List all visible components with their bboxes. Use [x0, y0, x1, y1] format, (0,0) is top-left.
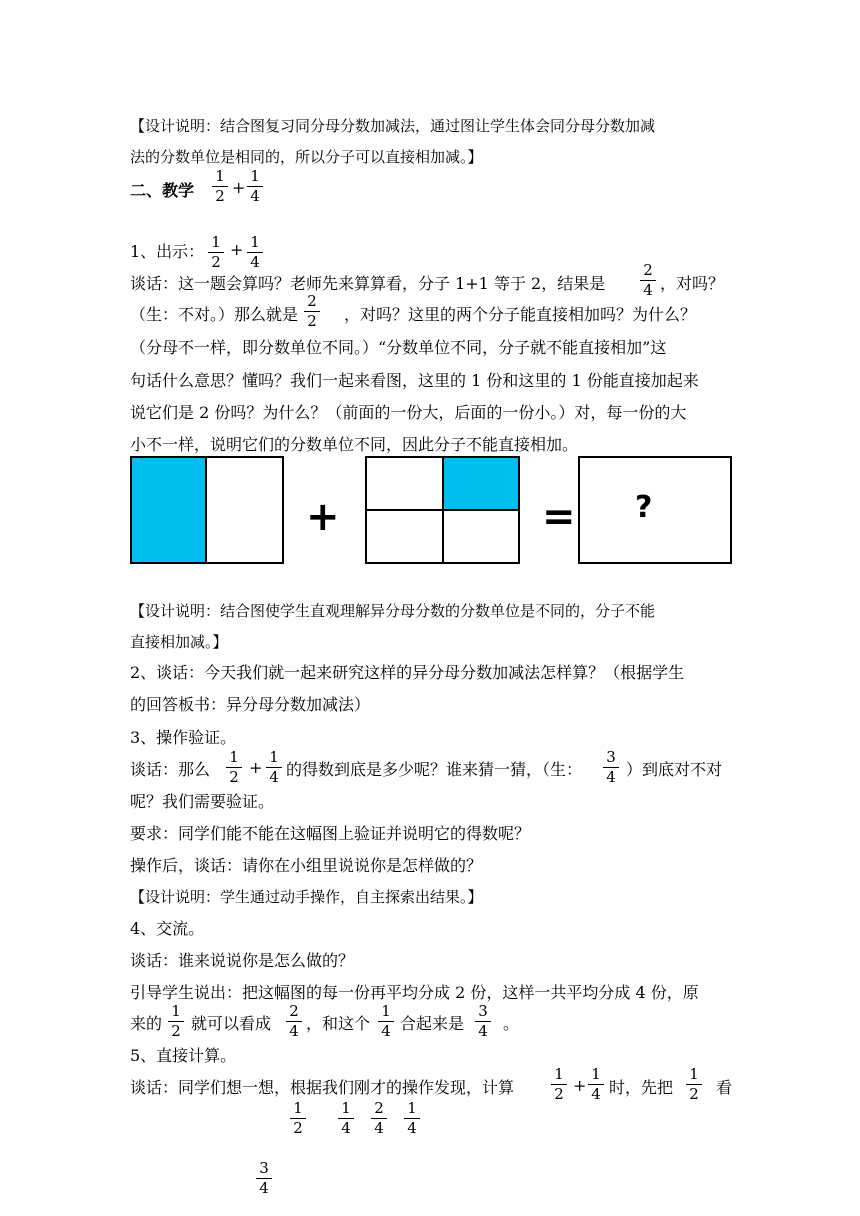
step-5-label: 5、直接计算。	[130, 1046, 237, 1065]
fraction-two-quarters: 2 4	[284, 1003, 304, 1040]
fraction-half: 1 2	[210, 168, 230, 205]
half-rectangle	[130, 456, 284, 564]
step-2-line-2: 的回答板书：异分母分数加减法）	[130, 695, 371, 714]
design-note-1-line-1: 【设计说明：结合图复习同分母分数加减法，通过图让学生体会同分母分数加减	[130, 117, 656, 135]
step-4-guide-text-5: 。	[503, 1014, 520, 1033]
fraction-half: 1 2	[166, 1003, 186, 1040]
fraction-three-quarters: 3 4	[473, 1003, 493, 1040]
step-4-guide-text-3: ，和这个	[306, 1014, 371, 1033]
fraction-half: 1 2	[288, 1100, 308, 1137]
fraction-two-halves: 2 2	[302, 293, 322, 330]
fraction-quarter: 1 4	[376, 1003, 396, 1040]
step-3-talk-mid: 的得数到底是多少呢？谁来猜一猜，（生：	[286, 760, 583, 779]
step-4-guide-line-1: 引导学生说出：把这幅图的每一份再平均分成 2 份，这样一共平均分成 4 份，原	[130, 983, 699, 1002]
fraction-quarter: 1 4	[336, 1100, 356, 1137]
figure-equals-sign: =	[542, 494, 576, 540]
step-1-label: 1、出示：	[130, 242, 205, 261]
shaded-half	[132, 458, 207, 562]
step-5-talk-start: 谈话：同学们想一想，根据我们刚才的操作发现，计算	[130, 1078, 515, 1097]
step-5-talk-mid: 时，先把	[609, 1078, 674, 1097]
step-4-guide-text-2: 就可以看成	[191, 1014, 272, 1033]
step-3-label: 3、操作验证。	[130, 728, 237, 747]
fraction-half: 1 2	[549, 1066, 569, 1103]
talk-line-1-end: ，对吗？	[660, 274, 725, 293]
talk-line-2-end: ，对吗？这里的两个分子能直接相加吗？为什么？	[344, 305, 697, 324]
fraction-quarter: 1 4	[245, 168, 265, 205]
talk-line-4: 句话什么意思？懂吗？我们一起来看图，这里的 1 份和这里的 1 份能直接加起来	[130, 371, 699, 390]
design-note-1-line-2: 法的分数单位是相同的，所以分子可以直接相加减。】	[130, 148, 483, 166]
fraction-two-quarters: 2 4	[638, 262, 658, 299]
quarter-rectangle	[365, 456, 520, 564]
result-rectangle	[578, 456, 732, 564]
step-3-talk-line-2: 呢？我们需要验证。	[130, 792, 275, 811]
design-note-2-line-2: 直接相加减。】	[130, 633, 228, 651]
question-mark: ?	[635, 490, 653, 525]
fraction-half: 1 2	[684, 1066, 704, 1103]
talk-line-2-start: （生：不对。）那么就是	[130, 305, 299, 324]
plus-sign: +	[249, 758, 263, 777]
step-4-label: 4、交流。	[130, 919, 205, 938]
fraction-quarter: 1 4	[402, 1100, 422, 1137]
shaded-quarter	[444, 458, 518, 509]
fraction-half: 1 2	[224, 749, 244, 786]
plus-sign: +	[230, 240, 244, 259]
fraction-quarter: 1 4	[245, 234, 265, 271]
step-4-talk: 谈话：谁来说说你是怎么做的？	[130, 951, 355, 970]
figure-plus-sign: +	[306, 494, 340, 540]
talk-line-6: 小不一样，说明它们的分数单位不同，因此分子不能直接相加。	[130, 435, 579, 454]
design-note-3: 【设计说明：学生通过动手操作，自主探索出结果。】	[130, 888, 483, 906]
plus-sign: +	[573, 1076, 587, 1095]
fraction-three-quarters: 3 4	[601, 749, 621, 786]
step-4-guide-text-1: 来的	[130, 1014, 163, 1033]
talk-line-5: 说它们是 2 份吗？为什么？（前面的一份大，后面的一份小。）对，每一份的大	[130, 403, 687, 422]
step-4-guide-text-4: 合起来是	[400, 1014, 465, 1033]
fraction-quarter: 1 4	[264, 749, 284, 786]
step-2-line-1: 2、谈话：今天我们就一起来研究这样的异分母分数加减法怎样算？（根据学生	[130, 663, 685, 682]
step-3-requirement: 要求：同学们能不能在这幅图上验证并说明它的得数呢？	[130, 824, 531, 843]
fraction-two-quarters: 2 4	[369, 1100, 389, 1137]
talk-line-1: 谈话：这一题会算吗？老师先来算算看，分子 1+1 等于 2，结果是	[130, 274, 606, 293]
step-3-after: 操作后，谈话：请你在小组里说说你是怎样做的？	[130, 856, 483, 875]
step-5-talk-end: 看	[716, 1078, 733, 1097]
talk-line-3: （分母不一样，即分数单位不同。）“分数单位不同，分子就不能直接相加”这	[130, 338, 667, 357]
design-note-2-line-1: 【设计说明：结合图使学生直观理解异分母分数的分数单位是不同的，分子不能	[130, 602, 656, 620]
fraction-three-quarters: 3 4	[254, 1160, 274, 1197]
horizontal-divider	[367, 509, 518, 511]
step-3-talk-start: 谈话：那么	[130, 760, 211, 779]
step-3-talk-end: ）到底对不对	[626, 760, 723, 779]
fraction-half: 1 2	[206, 234, 226, 271]
plus-sign: +	[232, 178, 246, 197]
section-heading-teaching: 二、教学	[130, 181, 195, 200]
fraction-quarter: 1 4	[586, 1066, 606, 1103]
